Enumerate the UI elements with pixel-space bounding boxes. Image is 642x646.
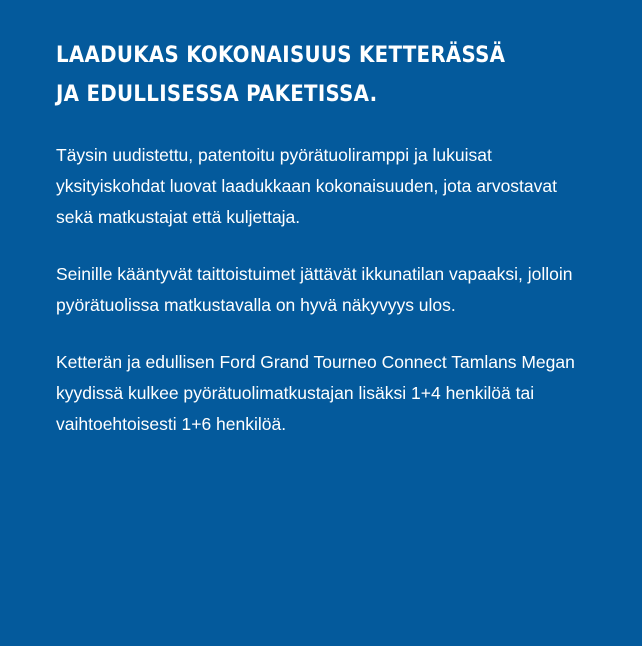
paragraph-seats: Seinille kääntyvät taittoistuimet jättävät ikkunatilan vapaaksi, jolloin pyörätuolissa matkustavalla on hyvä näkyvyys ulos. [56, 264, 573, 315]
paragraph-quality: Täysin uudistettu, patentoitu pyörätuoliramppi ja lukuisat yksityiskohdat luovat laadukkaan kokonaisuuden, jota arvostavat sekä matkustajat että kuljettaja. [56, 145, 557, 227]
section-heading: LAADUKAS KOKONAISUUS KETTERÄSSÄ JA EDULLISESSA PAKETISSA. [56, 43, 506, 107]
paragraph-capacity: Ketterän ja edullisen Ford Grand Tourneo Connect Tamlans Megan kyydissä kulkee pyörätuolimatkustajan lisäksi 1+4 henkilöä tai vaihtoehtoisesti 1+6 henkilöä. [56, 352, 575, 434]
